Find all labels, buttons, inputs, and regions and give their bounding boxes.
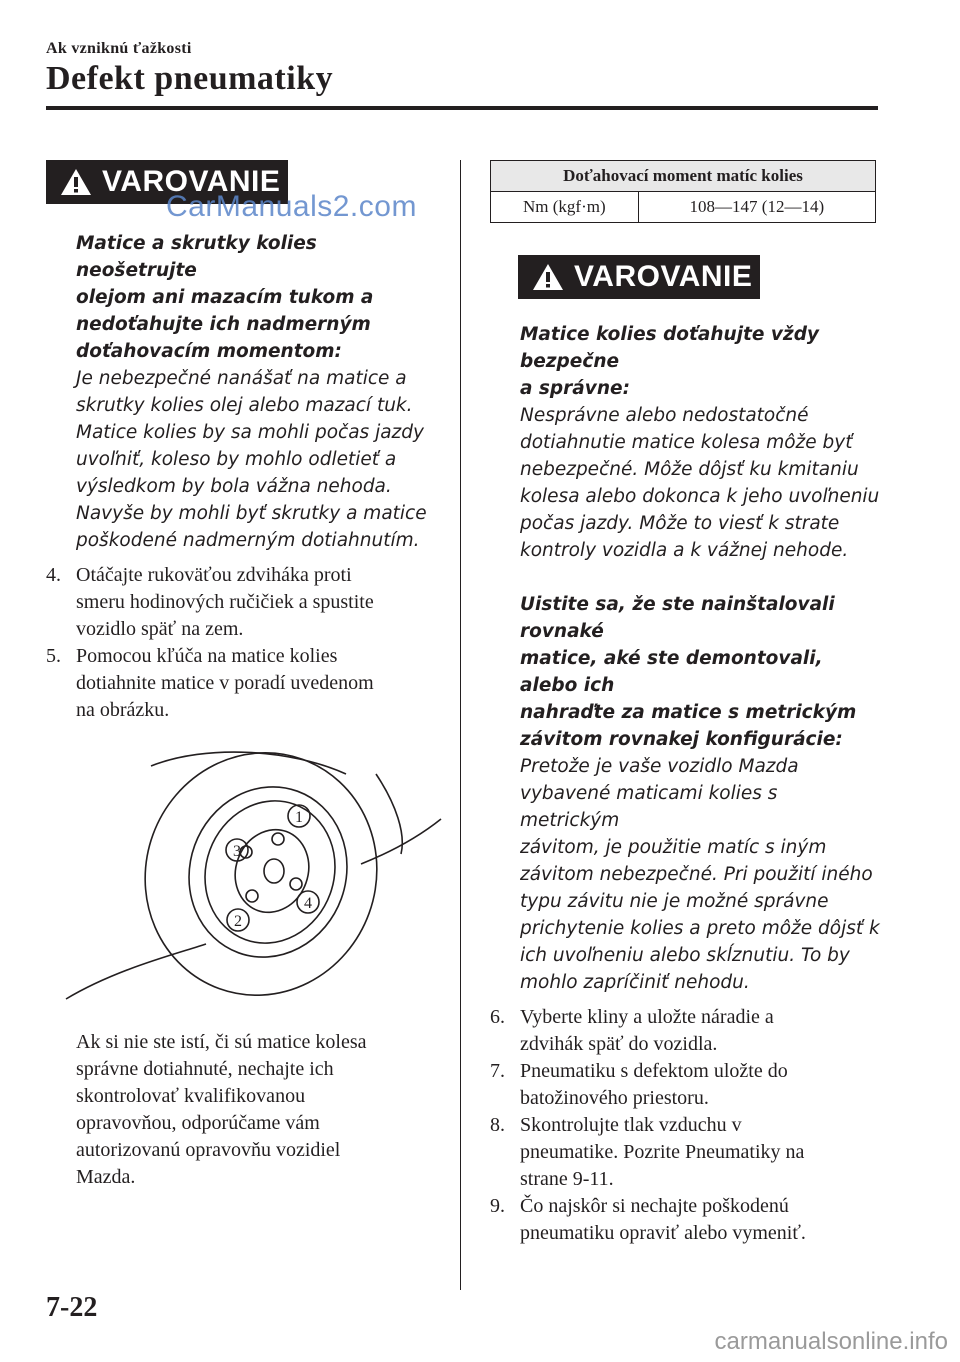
step-item	[490, 1004, 880, 1058]
step-item	[46, 562, 436, 643]
warning-banner	[518, 255, 760, 299]
page-title: Defekt pneumatiky	[46, 60, 334, 97]
step-number: 4.	[46, 564, 61, 586]
ground-line-left	[66, 944, 206, 999]
warning-icon	[532, 263, 564, 291]
step-line: batožinového priestoru.	[520, 1087, 709, 1109]
step-item	[490, 1112, 880, 1193]
warning-text-line: typu závitu nie je možné správne	[520, 891, 829, 912]
lug-nut-1	[272, 833, 284, 845]
note-line: skontrolovať kvalifikovanou	[76, 1085, 306, 1107]
callout-label: 4	[304, 895, 312, 912]
step-number: 9.	[490, 1195, 505, 1217]
warning-text-line: Navyše by mohli byť skrutky a matice	[76, 503, 427, 524]
callout-label: 3	[233, 843, 241, 860]
header-rule	[46, 106, 878, 110]
warning-icon	[60, 168, 92, 196]
warning-text-line: výsledkom by bola vážna nehoda.	[76, 476, 392, 497]
warning-text-line: závitom, je použitie matíc s iným	[520, 837, 827, 858]
warning-bold-line: Matice kolies doťahujte vždy bezpečne	[520, 324, 819, 372]
torque-table-header: Doťahovací moment matíc kolies	[491, 161, 876, 192]
step-line: dotiahnite matice v poradí uvedenom	[76, 672, 374, 694]
warning-text-line: Matice kolies by sa mohli počas jazdy	[76, 422, 424, 443]
step-line: pneumatiku opraviť alebo vymeniť.	[520, 1222, 806, 1244]
warning-bold-line: nedoťahujte ich nadmerným	[76, 314, 371, 335]
warning-text-line: kolesa alebo dokonca k jeho uvoľneniu	[520, 486, 880, 507]
column-divider	[460, 160, 461, 1290]
tire-outer	[111, 744, 411, 1014]
warning-text-line: závitom nebezpečné. Pri použití iného	[520, 864, 873, 885]
footer-brand: carmanualsonline.info	[714, 1328, 948, 1355]
step-line: Skontrolujte tlak vzduchu v	[520, 1114, 742, 1136]
step-line: na obrázku.	[76, 699, 170, 721]
step-item	[490, 1058, 880, 1112]
note-line: správne dotiahnuté, nechajte ich	[76, 1058, 334, 1080]
warning-text-line: Nesprávne alebo nedostatočné	[520, 405, 809, 426]
warning-bold-line: Uistite sa, že ste nainštalovali rovnaké	[520, 594, 835, 642]
step-line: pneumatike. Pozrite Pneumatiky na	[520, 1141, 805, 1163]
page-number: 7-22	[46, 1292, 98, 1323]
section-label: Ak vzniknú ťažkosti	[46, 40, 192, 57]
warning-text-line: dotiahnutie matice kolesa môže byť	[520, 432, 853, 453]
note-line: autorizovanú opravovňu vozidiel	[76, 1139, 341, 1161]
step-line: Čo najskôr si nechajte poškodenú	[520, 1195, 789, 1217]
step-item	[46, 643, 436, 724]
callout-label: 1	[295, 809, 303, 826]
lug-nut-2	[246, 890, 258, 902]
warning-text-line: prichytenie kolies a preto môže dôjsť k	[520, 918, 880, 939]
callout-label: 2	[234, 913, 242, 930]
lug-nut-4	[290, 878, 302, 890]
hub-center	[264, 859, 284, 883]
step-line: zdvihák späť do vozidla.	[520, 1033, 718, 1055]
step-line: Vyberte kliny a uložte náradie a	[520, 1006, 774, 1028]
wheel-figure	[56, 744, 436, 1019]
warning-text-line: Pretože je vaše vozidlo Mazda	[520, 756, 799, 777]
steps-list	[46, 562, 436, 724]
steps-list	[490, 1004, 880, 1247]
step-line: strane 9-11.	[520, 1168, 614, 1190]
right-column	[490, 160, 880, 1247]
step-line: Otáčajte rukoväťou zdviháka proti	[76, 564, 352, 586]
warning-text-line: vybavené maticami kolies s metrickým	[520, 783, 778, 831]
warning-body	[520, 321, 880, 996]
warning-text-line: skrutky kolies olej alebo mazací tuk.	[76, 395, 413, 416]
warning-text-line: ich uvoľneniu alebo skĺznutiu. To by	[520, 945, 850, 966]
note-line: Mazda.	[76, 1166, 136, 1188]
warning-text-line: uvoľniť, koleso by mohlo odletieť a	[76, 449, 397, 470]
torque-unit-cell: Nm (kgf·m)	[491, 192, 639, 223]
warning-bold-line: olejom ani mazacím tukom a	[76, 287, 374, 308]
torque-table	[490, 160, 876, 223]
note-line: Ak si nie ste istí, či sú matice kolesa	[76, 1031, 367, 1053]
warning-text-line: mohlo zapríčiniť nehodu.	[520, 972, 750, 993]
step-line: Pomocou kľúča na matice kolies	[76, 645, 338, 667]
warning-label: VAROVANIE	[574, 260, 753, 293]
warning-bold-line: Matice a skrutky kolies neošetrujte	[76, 233, 317, 281]
note-paragraph	[76, 1029, 436, 1191]
torque-value-cell: 108—147 (12—14)	[638, 192, 875, 223]
step-line: Pneumatiku s defektom uložte do	[520, 1060, 788, 1082]
warning-body	[76, 230, 436, 554]
page-header	[46, 40, 876, 98]
warning-text-line: počas jazdy. Môže to viesť k strate	[520, 513, 840, 534]
step-line: smeru hodinových ručičiek a spustite	[76, 591, 374, 613]
note-line: opravovňou, odporúčame vám	[76, 1112, 320, 1134]
step-number: 6.	[490, 1006, 505, 1028]
warning-bold-line: matice, aké ste demontovali, alebo ich	[520, 648, 823, 696]
warning-bold-line: doťahovacím momentom:	[76, 341, 342, 362]
step-number: 8.	[490, 1114, 505, 1136]
step-item	[490, 1193, 880, 1247]
warning-bold-line: nahraďte za matice s metrickým	[520, 702, 857, 723]
watermark: CarManuals2.com	[166, 190, 417, 223]
warning-text-line: poškodené nadmerným dotiahnutím.	[76, 530, 420, 551]
warning-bold-line: a správne:	[520, 378, 630, 399]
step-number: 5.	[46, 645, 61, 667]
warning-text-line: nebezpečné. Môže dôjsť ku kmitaniu	[520, 459, 859, 480]
fender-line	[151, 752, 346, 774]
step-number: 7.	[490, 1060, 505, 1082]
warning-bold-line: závitom rovnakej konfigurácie:	[520, 729, 843, 750]
fender-edge	[376, 774, 402, 854]
step-line: vozidlo späť na zem.	[76, 618, 244, 640]
warning-text-line: kontroly vozidla a k vážnej nehode.	[520, 540, 849, 561]
warning-text-line: Je nebezpečné nanášať na matice a	[76, 368, 407, 389]
left-column	[46, 160, 436, 1191]
warning-label: VAROVANIE	[102, 165, 281, 198]
